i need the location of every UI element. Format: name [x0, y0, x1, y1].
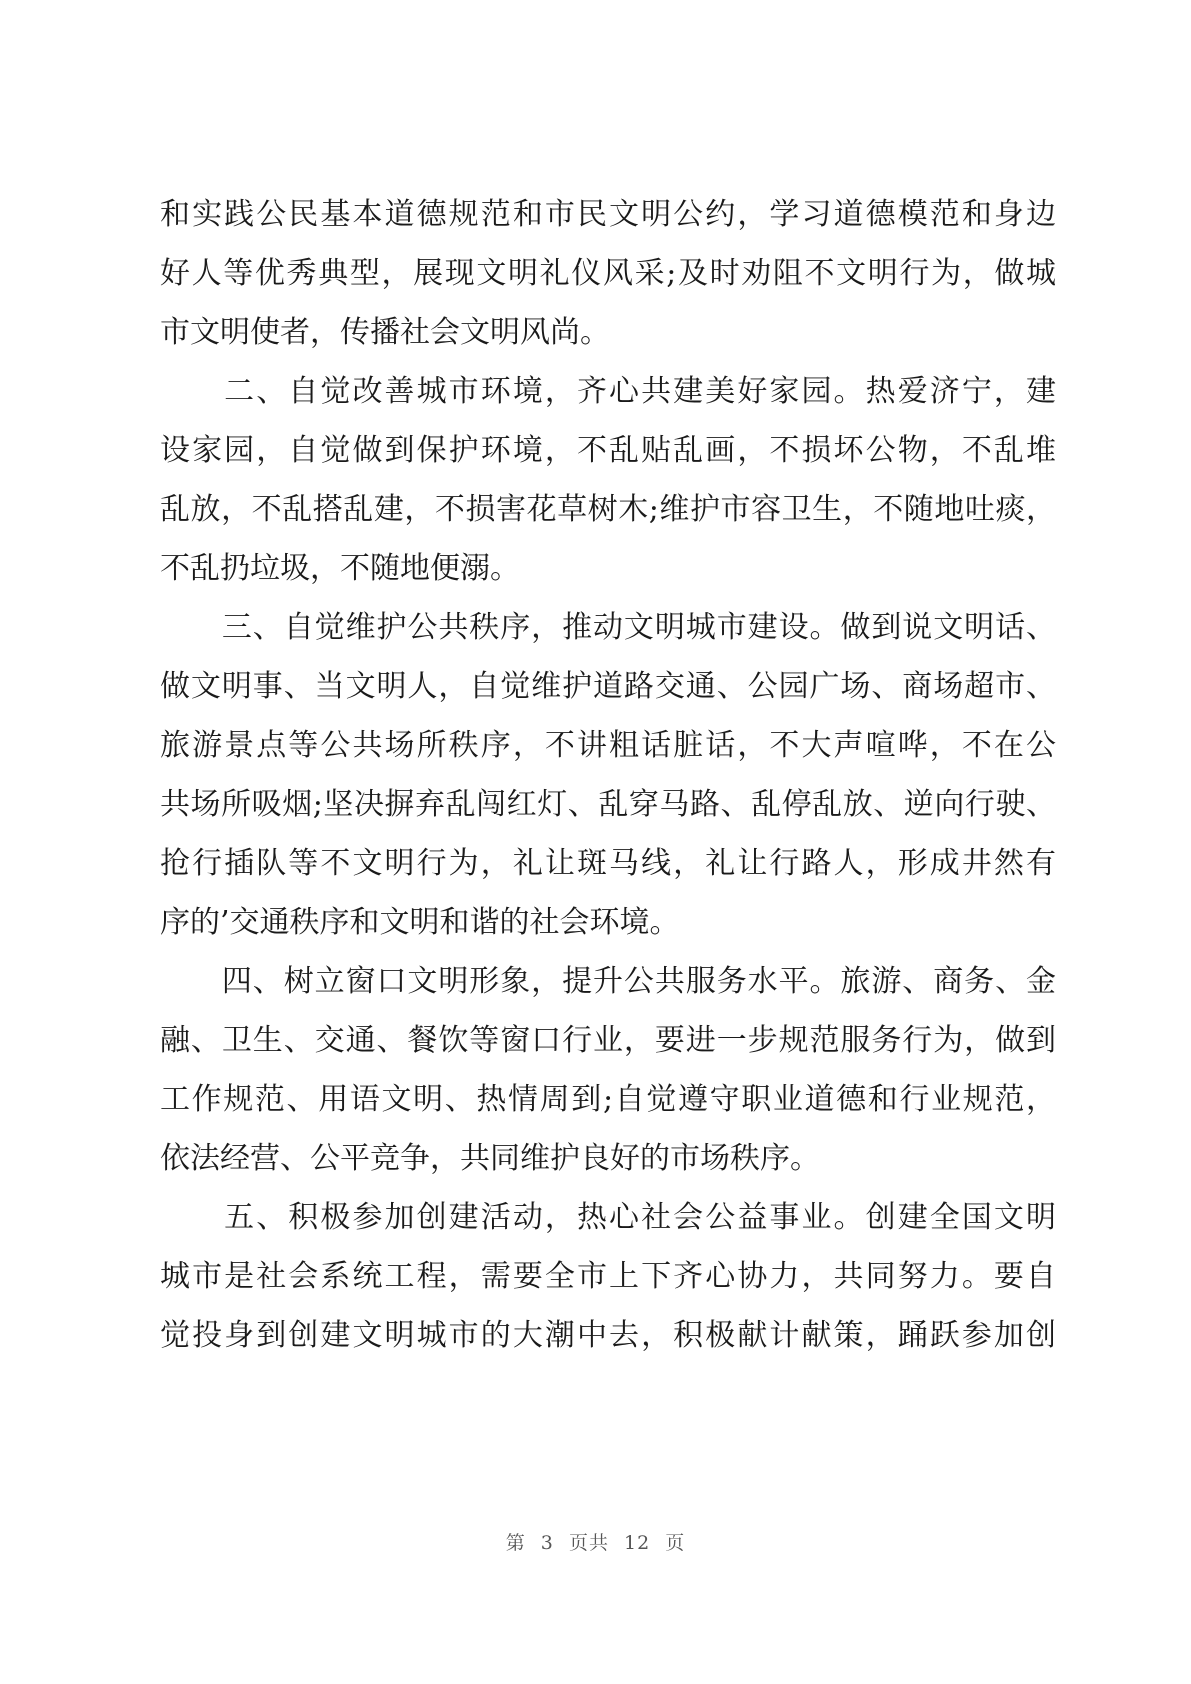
body-text-line: 乱放，不乱搭乱建，不损害花草树木;维护市容卫生，不随地吐痰， [160, 492, 1056, 527]
body-text-line: 做文明事、当文明人，自觉维护道路交通、公园广场、商场超市、 [160, 669, 1056, 704]
footer-page-number: 3 [540, 1532, 554, 1554]
body-text-line: 设家园，自觉做到保护环境，不乱贴乱画，不损坏公物，不乱堆 [160, 433, 1056, 468]
body-text-line: 依法经营、公平竞争，共同维护良好的市场秩序。 [160, 1141, 820, 1176]
page-footer [0, 1528, 1191, 1555]
body-text-line: 觉投身到创建文明城市的大潮中去，积极献计献策，踊跃参加创 [160, 1318, 1056, 1353]
body-text-line: 五、积极参加创建活动，热心社会公益事业。创建全国文明 [160, 1200, 1056, 1235]
body-text-line: 城市是社会系统工程，需要全市上下齐心协力，共同努力。要自 [160, 1259, 1056, 1294]
body-text-line: 好人等优秀典型，展现文明礼仪风采;及时劝阻不文明行为，做城 [160, 256, 1056, 291]
body-text-line: 共场所吸烟;坚决摒弃乱闯红灯、乱穿马路、乱停乱放、逆向行驶、 [160, 787, 1056, 822]
footer-middle: 页共 [568, 1532, 609, 1554]
footer-prefix: 第 [505, 1532, 526, 1554]
body-text-line: 不乱扔垃圾，不随地便溺。 [160, 551, 520, 586]
body-text-line: 二、自觉改善城市环境，齐心共建美好家园。热爱济宁，建 [160, 374, 1056, 409]
body-text-line: 序的’交通秩序和文明和谐的社会环境。 [160, 905, 680, 940]
footer-total-pages: 12 [624, 1532, 651, 1554]
footer-suffix: 页 [665, 1532, 686, 1554]
body-text-line: 融、卫生、交通、餐饮等窗口行业，要进一步规范服务行为，做到 [160, 1023, 1056, 1058]
body-text-line: 四、树立窗口文明形象，提升公共服务水平。旅游、商务、金 [160, 964, 1056, 999]
body-text-line: 三、自觉维护公共秩序，推动文明城市建设。做到说文明话、 [160, 610, 1056, 645]
body-text-line: 旅游景点等公共场所秩序，不讲粗话脏话，不大声喧哗，不在公 [160, 728, 1056, 763]
body-text-line: 和实践公民基本道德规范和市民文明公约，学习道德模范和身边 [160, 197, 1056, 232]
body-text-line: 工作规范、用语文明、热情周到;自觉遵守职业道德和行业规范， [160, 1082, 1056, 1117]
body-text-line: 市文明使者，传播社会文明风尚。 [160, 315, 610, 350]
body-text-line: 抢行插队等不文明行为，礼让斑马线，礼让行路人，形成井然有 [160, 846, 1056, 881]
